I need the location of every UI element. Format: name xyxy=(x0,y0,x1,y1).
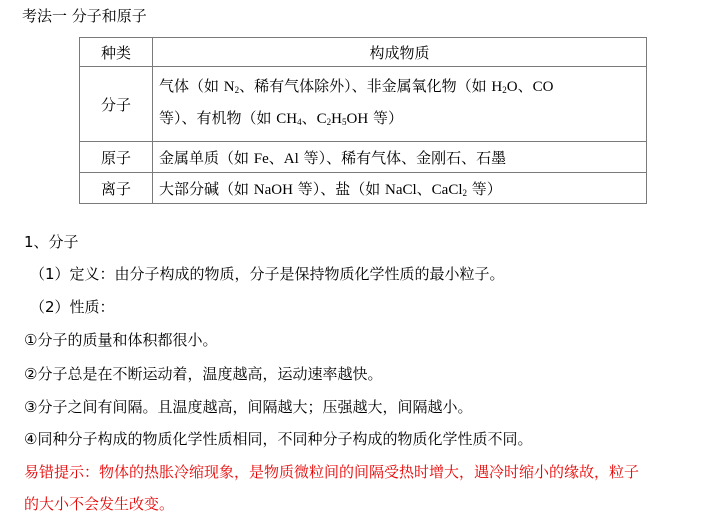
row-content-molecule xyxy=(153,67,647,142)
row-type-atom: 原子 xyxy=(80,142,153,173)
molecule-line-2: 等）、有机物（如 $CH_4$、$C_2H_5OH$ 等） xyxy=(159,108,403,127)
property-point-4: ④同种分子构成的物质化学性质相同，不同种分子构成的物质化学性质不同。 xyxy=(24,430,533,448)
error-tip-line-1: 易错提示：物体的热胀冷缩现象，是物质微粒间的间隔受热时增大，遇冷时缩小的缘故，粒子 xyxy=(24,463,640,481)
substance-table xyxy=(79,37,647,204)
table-header-row xyxy=(80,38,647,67)
table-row-atom xyxy=(80,142,647,173)
property-point-2: ②分子总是在不断运动着，温度越高，运动速率越快。 xyxy=(24,365,383,383)
row-content-ion: 大部分碱（如 NaOH 等）、盐（如 NaCl、CaCl$_2$ 等） xyxy=(153,173,647,204)
row-type-molecule: 分子 xyxy=(80,67,153,142)
table-row-molecule xyxy=(80,67,647,142)
definition-text: （1）定义：由分子构成的物质，分子是保持物质化学性质的最小粒子。 xyxy=(30,265,505,283)
molecule-line-1: 气体（如 $N_2$、稀有气体除外）、非金属氧化物（如 $H_2O$、CO xyxy=(159,76,554,95)
table-row-ion xyxy=(80,173,647,204)
column-header-type: 种类 xyxy=(80,38,153,67)
section-title: 考法一 分子和原子 xyxy=(22,7,147,25)
property-point-3: ③分子之间有间隔。且温度越高，间隔越大；压强越大，间隔越小。 xyxy=(24,398,473,416)
error-tip-line-2: 的大小不会发生改变。 xyxy=(24,495,175,513)
property-point-1: ①分子的质量和体积都很小。 xyxy=(24,331,218,349)
row-type-ion: 离子 xyxy=(80,173,153,204)
properties-label: （2）性质： xyxy=(30,298,115,316)
section-heading-molecule: 1、分子 xyxy=(24,233,79,251)
row-content-atom: 金属单质（如 Fe、Al 等）、稀有气体、金刚石、石墨 xyxy=(153,142,647,173)
column-header-composition: 构成物质 xyxy=(153,38,647,67)
